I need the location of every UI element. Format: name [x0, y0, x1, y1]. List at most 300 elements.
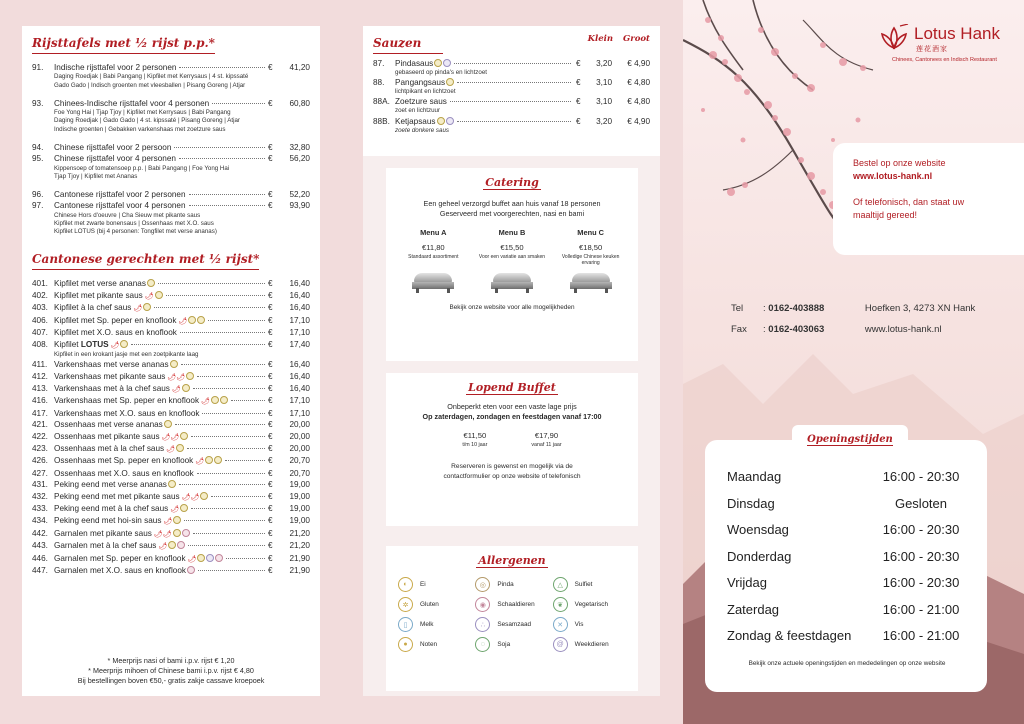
sauce-row — [373, 58, 650, 69]
currency-symbol: € — [268, 383, 273, 393]
chili-icon: 🌶 — [161, 518, 173, 526]
menu-item-row — [32, 359, 310, 370]
menu-item-row — [32, 327, 310, 338]
sauce-row — [373, 77, 650, 88]
hours-footer: Bekijk onze actuele openingstijden en mededelingen op onze website — [748, 659, 946, 667]
opening-hours-row — [727, 544, 967, 571]
fax-number: 0162-403063 — [768, 324, 825, 335]
currency-symbol: € — [268, 371, 273, 381]
peanut-icon: ◎ — [475, 577, 490, 592]
item-number: 423. — [32, 443, 48, 453]
item-number: 88A. — [373, 97, 390, 107]
dot-leader — [189, 194, 265, 195]
currency-symbol: € — [268, 201, 273, 211]
allergen-icon — [168, 541, 176, 549]
allergen-item — [398, 617, 475, 632]
allergen-item — [398, 577, 475, 592]
groot-header: Groot — [622, 34, 650, 44]
order-box — [833, 143, 1024, 255]
menu-item-row — [32, 553, 310, 565]
currency-symbol: € — [268, 431, 273, 441]
day-label: Maandag — [727, 469, 782, 484]
allergen-icon — [446, 78, 454, 86]
order-line: maaltijd gereed! — [853, 210, 918, 220]
buffet-price — [462, 431, 487, 448]
sauce-row — [373, 96, 650, 107]
dot-leader — [131, 344, 265, 345]
item-name: Pangangsaus — [395, 77, 454, 88]
item-number: 417. — [32, 408, 48, 418]
item-name: Ketjapsaus — [395, 116, 454, 127]
note-line: * Meerprijs nasi of bami i.p.v. rijst € 1,20 — [107, 656, 235, 665]
dot-leader — [225, 460, 265, 461]
buffet-price-label: t/m 10 jaar — [462, 442, 488, 448]
day-time: 16:00 - 21:00 — [882, 601, 960, 617]
item-price: € 32,80 — [268, 142, 310, 152]
day-time: 16:00 - 21:00 — [882, 628, 960, 643]
allergen-item — [553, 637, 630, 652]
catering-menus — [386, 228, 638, 293]
opening-hours-row — [727, 623, 967, 650]
note-line: * Meerprijs mihoen of Chinese bami i.p.v. rijst € 4,80 — [88, 666, 254, 675]
item-number: 433. — [32, 503, 48, 513]
dot-leader — [158, 283, 265, 284]
menu-price: €11,80 — [421, 243, 445, 252]
allergen-label: Ei — [420, 581, 426, 588]
allergen-label: Weekdieren — [574, 641, 609, 648]
item-price: € 19,00 — [268, 491, 310, 501]
menu-item-row — [32, 515, 310, 527]
catering-menu — [556, 228, 626, 293]
opening-hours-row — [727, 570, 967, 597]
menu-description: Standaard assortiment — [408, 254, 459, 260]
item-price: € 17,10 — [268, 408, 310, 418]
menu-item-row — [32, 419, 310, 430]
allergen-icon — [443, 59, 451, 67]
allergen-icon — [434, 59, 442, 67]
item-number: 416. — [32, 396, 48, 406]
item-price: € 21,20 — [268, 541, 310, 551]
item-number: 87. — [373, 59, 385, 68]
allergen-item — [553, 597, 630, 612]
item-number: 403. — [32, 303, 48, 313]
allergen-icon — [197, 316, 205, 324]
allergen-icon — [187, 566, 195, 574]
item-name: Kipfilet met verse ananas — [54, 278, 155, 289]
allergen-icon — [168, 480, 176, 488]
item-description: Tjap Tjoy | Kipfilet met Ananas — [54, 172, 138, 180]
contact-website-link[interactable]: www.lotus-hank.nl — [864, 324, 942, 335]
menu-item-row — [32, 565, 310, 576]
day-label: Zaterdag — [727, 601, 780, 617]
day-time: Gesloten — [894, 495, 948, 511]
menu-item-row — [32, 491, 310, 503]
menu-item-row — [32, 302, 310, 314]
chili-icon: 🌶🌶 — [179, 493, 200, 501]
currency-symbol: € — [268, 396, 273, 406]
allergen-item — [475, 597, 552, 612]
allergen-icon — [206, 554, 214, 562]
allergen-label: Vis — [574, 621, 584, 628]
allergen-icon — [214, 456, 222, 464]
item-number: 432. — [32, 491, 48, 501]
item-description: Daging Roedjak | Babi Pangang | Kipfilet met Kerrysaus | 4 st. kipssaté — [54, 73, 249, 81]
allergen-item — [475, 637, 552, 652]
address: Hoefken 3, 4273 XN Hank — [864, 303, 976, 314]
dot-leader — [193, 388, 265, 389]
order-website-link[interactable]: www.lotus-hank.nl — [853, 171, 933, 181]
item-number: 88B. — [373, 116, 390, 126]
sauzen-heading: Sauzen — [373, 34, 443, 54]
item-name: Varkenshaas met à la chef saus 🌶 — [54, 383, 190, 395]
item-number: 443. — [32, 541, 48, 551]
opening-hours-row — [727, 464, 967, 491]
currency-symbol: € — [268, 290, 273, 300]
day-label: Dinsdag — [727, 495, 775, 511]
item-price: € 17,10 — [268, 315, 310, 325]
item-number: 402. — [32, 290, 48, 300]
item-number: 411. — [32, 360, 48, 370]
menu-item-row — [32, 189, 310, 200]
dot-leader — [179, 484, 265, 485]
menu-item-row — [32, 468, 310, 479]
chili-icon: 🌶 — [185, 555, 197, 563]
item-name: Garnalen met à la chef saus 🌶 — [54, 540, 185, 552]
currency-symbol: € — [268, 142, 273, 152]
item-price: € 56,20 — [268, 154, 310, 164]
currency-symbol: € — [268, 553, 273, 563]
item-price: € 93,90 — [268, 201, 310, 211]
menu-item-row — [32, 315, 310, 327]
chili-icon: 🌶 — [131, 305, 143, 313]
contact-block: Tel : 0162-403888 Hoefken 3, 4273 XN Hank Fax : 0162-403063 www.lotus-hank.nl — [731, 298, 975, 340]
menu-item-row — [32, 62, 310, 73]
buffet-line: Op zaterdagen, zondagen en feestdagen vanaf 17:00 — [422, 411, 602, 421]
currency-symbol: € — [268, 566, 273, 576]
mollusc-icon: @ — [553, 637, 568, 652]
currency-symbol: € — [268, 339, 273, 349]
allergen-label: Pinda — [497, 581, 514, 588]
currency-symbol: € — [576, 116, 581, 126]
menu-item-row — [32, 290, 310, 302]
chili-icon: 🌶🌶 — [165, 373, 186, 381]
shellfish-icon: ◉ — [475, 597, 490, 612]
allergenen-heading: Allergenen — [478, 554, 546, 567]
middle-panel — [363, 26, 660, 696]
dot-leader — [184, 520, 265, 521]
opening-hours-tab — [792, 425, 908, 445]
price-large: € 4,80 — [627, 78, 650, 88]
catering-heading: Catering — [485, 176, 539, 189]
item-description: Kipfilet LOTUS (bij 4 personen: Tongfilet met verse ananas) — [54, 228, 217, 236]
chafing-dish-icon — [410, 271, 456, 293]
item-name: Ossenhaas met X.O. saus en knoflook — [54, 468, 194, 478]
item-price: € 20,70 — [268, 456, 310, 466]
item-price: € 21,20 — [268, 528, 310, 538]
lotus-logo-icon — [878, 24, 910, 52]
note-line: Bij bestellingen boven €50,- gratis zakje cassave kroepoek — [77, 676, 265, 685]
item-number: 407. — [32, 328, 48, 338]
brand-tagline: Chinees, Cantonees en Indisch Restaurant — [892, 57, 997, 63]
buffet-heading: Lopend Buffet — [468, 381, 556, 394]
allergen-icon — [180, 504, 188, 512]
dot-leader — [175, 424, 265, 425]
tel-number[interactable]: 0162-403888 — [768, 303, 825, 314]
item-name: Cantonese rijsttafel voor 2 personen — [54, 190, 186, 200]
item-number: 434. — [32, 516, 48, 526]
menu-item-row — [32, 153, 310, 164]
catering-menu — [398, 228, 468, 293]
item-description: Kipfilet in een krokant jasje met een zoetpikante laag — [54, 350, 199, 358]
item-name: Kipfilet met pikante saus 🌶 — [54, 290, 163, 302]
item-name: Zoetzure saus — [395, 97, 447, 107]
item-name-bold: LOTUS — [78, 339, 109, 349]
currency-symbol: € — [268, 360, 273, 370]
order-line: Of telefonisch, dan staat uw — [853, 197, 965, 207]
rijsttafels-heading: Rijsttafels met ½ rijst p.p.* — [32, 34, 215, 54]
currency-symbol: € — [576, 78, 581, 88]
chili-icon: 🌶 — [199, 398, 210, 406]
chili-icon: 🌶 — [169, 385, 181, 393]
catering-menu — [477, 228, 547, 293]
allergen-icon — [197, 554, 205, 562]
item-number: 421. — [32, 420, 48, 430]
menu-item-row — [32, 383, 310, 395]
item-price: € 19,00 — [268, 516, 310, 526]
menu-price: €15,50 — [500, 243, 524, 252]
item-number: 408. — [32, 339, 48, 349]
item-name: Varkenshaas met X.O. saus en knoflook — [54, 408, 200, 418]
currency-symbol: € — [268, 480, 273, 490]
currency-symbol: € — [268, 63, 273, 72]
dot-leader — [197, 473, 265, 474]
item-number: 91. — [32, 63, 44, 72]
item-name: Ossenhaas met pikante saus 🌶🌶 — [54, 431, 188, 443]
opening-hours-row — [727, 597, 967, 624]
price-small: € 3,20 — [576, 116, 612, 126]
sulfite-icon: △ — [553, 577, 568, 592]
item-number: 426. — [32, 456, 48, 466]
allergen-icon — [176, 444, 184, 452]
item-description: Chinese Hors d'oeuvre | Cha Sieuw met pikante saus — [54, 211, 201, 219]
allergen-item — [553, 617, 630, 632]
item-price: € 19,00 — [268, 503, 310, 513]
currency-symbol: € — [268, 279, 273, 289]
item-price: € 16,40 — [268, 383, 310, 393]
currency-symbol: € — [268, 328, 273, 338]
allergen-item — [398, 597, 475, 612]
cantonese-heading: Cantonese gerechten met ½ rijst* — [32, 250, 259, 270]
chili-icon: 🌶🌶 — [151, 530, 172, 538]
day-time: 16:00 - 20:30 — [882, 548, 960, 564]
sauzen-section — [363, 26, 660, 156]
item-name: Pindasaus — [395, 58, 451, 69]
menu-item-row — [32, 443, 310, 455]
buffet-prices — [386, 431, 638, 448]
chili-icon: 🌶 — [176, 317, 188, 325]
menu-item-row — [32, 142, 310, 153]
day-label: Zondag & feestdagen — [727, 628, 852, 643]
day-label: Donderdag — [727, 548, 792, 564]
allergen-icon — [215, 554, 223, 562]
item-name: Varkenshaas met pikante saus 🌶🌶 — [54, 371, 194, 383]
allergen-label: Noten — [420, 641, 438, 648]
klein-header: Klein — [587, 34, 614, 44]
item-name: Ossenhaas met verse ananas — [54, 419, 172, 430]
item-description: lichtpikant en lichtzoet — [395, 88, 456, 96]
chili-icon: 🌶 — [168, 505, 180, 513]
dot-leader — [174, 147, 265, 148]
item-number: 413. — [32, 383, 48, 393]
catering-footer: Bekijk onze website voor alle mogelijkheden — [449, 304, 575, 311]
menu-description: Volledige Chinese keuken ervaring — [561, 254, 620, 267]
currency-symbol: € — [268, 528, 273, 538]
item-description: Daging Roedjak | Gado Gado | 4 st. kipssaté | Pisang Goreng | Atjar — [54, 117, 240, 125]
item-number: 93. — [32, 98, 44, 108]
price-small: € 3,20 — [576, 59, 612, 68]
item-name: Chinees-Indische rijsttafel voor 4 personen — [54, 98, 210, 108]
currency-symbol: € — [576, 59, 581, 68]
item-price: € 16,40 — [268, 371, 310, 381]
allergen-icon — [173, 529, 181, 537]
dot-leader — [191, 508, 265, 509]
sesame-icon: ∴ — [475, 617, 490, 632]
dot-leader — [188, 545, 265, 546]
menu-name: Menu C — [577, 228, 604, 237]
menu-item-row — [32, 540, 310, 552]
item-number: 406. — [32, 315, 48, 325]
allergen-icon — [177, 541, 185, 549]
menu-item-row — [32, 431, 310, 443]
item-price: € 20,00 — [268, 420, 310, 430]
allergen-icon — [164, 420, 172, 428]
dot-leader — [208, 320, 265, 321]
item-description: zoet en lichtzuur — [395, 107, 441, 115]
allergen-icon — [211, 396, 219, 404]
item-number: 412. — [32, 371, 48, 381]
milk-icon: ▯ — [398, 617, 413, 632]
currency-symbol: € — [268, 408, 273, 418]
item-price: € 16,40 — [268, 290, 310, 300]
item-name: Garnalen met X.O. saus en knoflook — [54, 565, 195, 576]
chafing-dish-icon — [568, 271, 614, 293]
info-panel — [683, 0, 1024, 724]
dot-leader — [193, 533, 265, 534]
dot-leader — [166, 295, 265, 296]
dot-leader — [226, 558, 265, 559]
item-price: € 20,00 — [268, 431, 310, 441]
leaf-icon: ❦ — [553, 597, 568, 612]
buffet-price — [531, 431, 561, 448]
currency-symbol: € — [268, 468, 273, 478]
cantonese-list — [32, 278, 310, 576]
allergen-icon — [220, 396, 228, 404]
dot-leader — [454, 63, 571, 64]
item-description: Indische groenten | Gebakken varkenshaas met zoetzure saus — [54, 125, 226, 133]
dot-leader — [181, 364, 265, 365]
item-price: € 21,90 — [268, 553, 310, 563]
sauce-row — [373, 116, 650, 127]
item-description: Gado Gado | Indisch groenten met vleesballen | Pisang Goreng | Atjar — [54, 81, 246, 89]
item-number: 96. — [32, 190, 44, 200]
menu-item-row — [32, 455, 310, 467]
item-name: Peking eend met met pikante saus 🌶🌶 — [54, 491, 208, 503]
buffet-price-value: €11,50 — [463, 431, 487, 440]
item-name: Varkenshaas met Sp. peper en knoflook 🌶 — [54, 395, 228, 407]
price-small: € 3,10 — [576, 97, 612, 107]
allergen-icon — [143, 303, 151, 311]
item-number: 442. — [32, 528, 48, 538]
allergen-icon — [205, 456, 213, 464]
item-number: 94. — [32, 142, 44, 152]
item-price: € 17,40 — [268, 339, 310, 349]
allergen-icon — [147, 279, 155, 287]
allergen-item — [398, 637, 475, 652]
allergen-label: Melk — [420, 621, 434, 628]
item-name: Varkenshaas met verse ananas — [54, 359, 178, 370]
item-name: Chinese rijsttafel voor 2 persoon — [54, 142, 172, 152]
dot-leader — [154, 307, 265, 308]
item-name: Peking eend met à la chef saus 🌶 — [54, 503, 188, 515]
allergen-label: Gluten — [420, 601, 439, 608]
allergen-label: Sulfiet — [574, 581, 593, 588]
currency-symbol: € — [268, 303, 273, 313]
item-price: € 16,40 — [268, 279, 310, 289]
item-price: € 20,70 — [268, 468, 310, 478]
item-name: Kipfilet à la chef saus 🌶 — [54, 302, 151, 314]
dot-leader — [457, 82, 571, 83]
wheat-icon: ✲ — [398, 597, 413, 612]
currency-symbol: € — [268, 491, 273, 501]
allergen-icon — [200, 492, 208, 500]
currency-symbol: € — [268, 443, 273, 453]
allergen-icon — [186, 372, 194, 380]
buffet-footer: contactformulier op onze website of telefonisch — [443, 472, 581, 480]
item-name: Kipfilet LOTUS 🌶 — [54, 339, 128, 351]
sauzen-list — [373, 58, 650, 135]
rijsttafels-panel — [22, 26, 320, 696]
dot-leader — [179, 67, 265, 68]
chili-icon: 🌶 — [164, 445, 175, 453]
allergen-label: Schaaldieren — [497, 601, 535, 608]
menu-item-row — [32, 98, 310, 109]
item-price: € 21,90 — [268, 566, 310, 576]
allergen-item — [553, 577, 630, 592]
allergen-icon — [180, 432, 188, 440]
buffet-line: Onbeperkt eten voor een vaste lage prijs — [447, 402, 577, 411]
item-price: € 17,10 — [268, 328, 310, 338]
allergen-icon — [437, 117, 445, 125]
rijsttafels-list — [32, 62, 310, 236]
allergen-icon — [170, 360, 178, 368]
buffet-box — [386, 373, 638, 526]
dot-leader — [197, 376, 265, 377]
item-description: gebaseerd op pinda's en lichtzoet — [395, 69, 487, 76]
day-label: Vrijdag — [727, 575, 767, 590]
item-price: € 41,20 — [268, 63, 310, 72]
price-large: € 4,90 — [627, 116, 650, 126]
allergenen-box — [386, 546, 638, 691]
allergen-item — [475, 617, 552, 632]
fax-label: Fax — [731, 324, 747, 335]
price-small: € 3,10 — [576, 78, 612, 88]
menu-item-row — [32, 395, 310, 407]
tel-label: Tel — [731, 303, 744, 314]
soy-icon: ◌ — [475, 637, 490, 652]
menu-item-row — [32, 479, 310, 490]
allergen-icon — [182, 384, 190, 392]
sauzen-column-headers — [579, 34, 650, 54]
